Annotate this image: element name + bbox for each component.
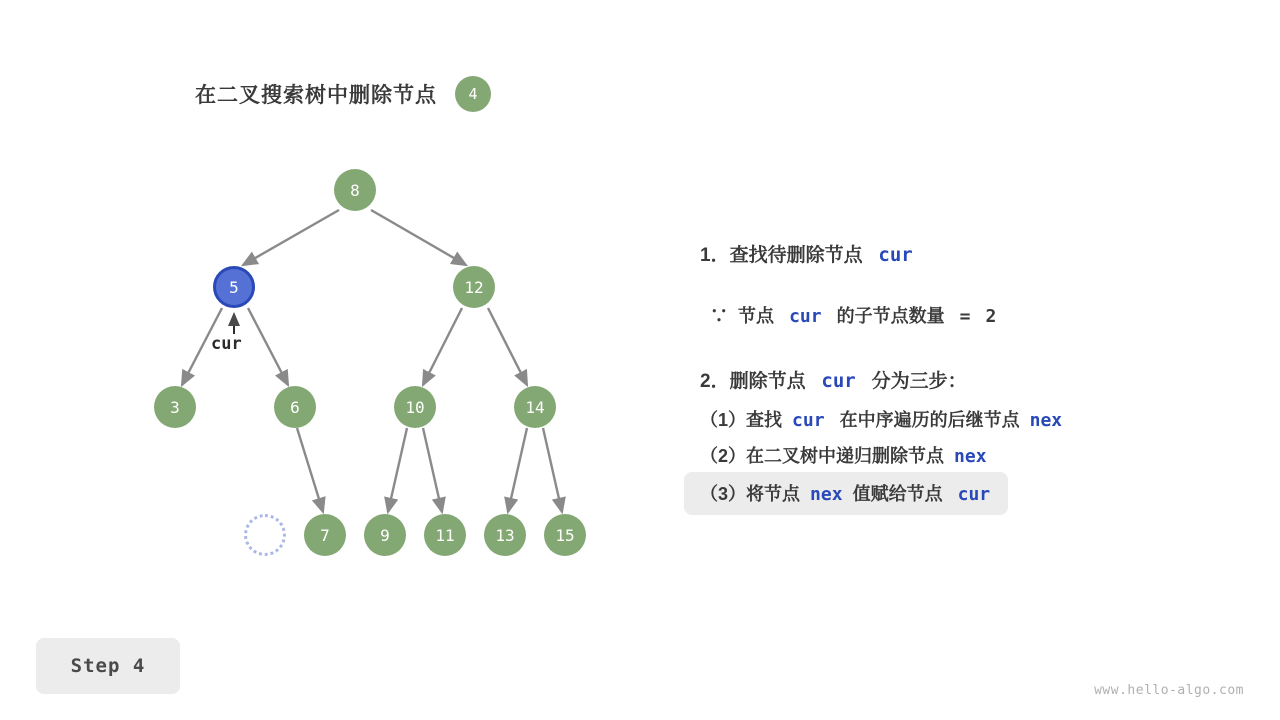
step2-line	[710, 302, 996, 328]
tree-node[interactable]: 11	[424, 514, 466, 556]
substep1-prefix: （1）查找	[700, 410, 783, 430]
page-title: 在二叉搜索树中删除节点	[195, 84, 437, 107]
step3-line	[700, 366, 967, 393]
step2-text-a: 节点	[738, 306, 775, 326]
substep-3-highlight	[684, 472, 1008, 515]
tree-node[interactable]: 7	[304, 514, 346, 556]
step2-equals: =	[959, 306, 971, 327]
tree-node[interactable]: 15	[544, 514, 586, 556]
step2-value: 2	[985, 306, 997, 327]
step1-prefix: 1．查找待删除节点	[700, 245, 863, 266]
because-symbol: ∵	[710, 306, 728, 326]
substep-3	[700, 480, 990, 506]
step2-text-b: 的子节点数量	[836, 306, 945, 326]
tree-node[interactable]: 13	[484, 514, 526, 556]
tree-node[interactable]: 6	[274, 386, 316, 428]
step1-line	[700, 240, 913, 267]
cur-pointer-label: cur	[211, 334, 242, 354]
substep3-prefix: （3）将节点	[700, 484, 801, 504]
tree-node[interactable]: 10	[394, 386, 436, 428]
substep3-code-nex: nex	[810, 484, 843, 505]
substep2-prefix: （2）在二叉树中递归删除节点	[700, 446, 945, 466]
substep-1	[700, 406, 1062, 432]
substep2-code-nex: nex	[954, 446, 987, 467]
substep-2	[700, 442, 987, 468]
tree-node[interactable]: 14	[514, 386, 556, 428]
step3-prefix: 2．删除节点	[700, 371, 806, 392]
substep1-code-cur: cur	[792, 410, 825, 431]
step3-suffix: 分为三步：	[871, 371, 967, 392]
step1-code: cur	[878, 244, 913, 266]
substep3-mid: 值赋给节点	[852, 484, 943, 504]
tree-node[interactable]: 8	[334, 169, 376, 211]
tree-node[interactable]: 3	[154, 386, 196, 428]
step-badge: 4	[455, 76, 491, 112]
step-indicator-label: Step 4	[70, 655, 146, 677]
substep1-code-nex: nex	[1029, 410, 1063, 431]
step-indicator	[36, 638, 180, 694]
empty-node-slot	[244, 514, 286, 556]
step3-code: cur	[821, 370, 856, 392]
tree-node[interactable]: 12	[453, 266, 495, 308]
footer-url: www.hello-algo.com	[1094, 683, 1244, 698]
substep1-mid: 在中序遍历的后继节点	[839, 410, 1020, 430]
tree-node-cur[interactable]: 5	[213, 266, 255, 308]
tree-node[interactable]: 9	[364, 514, 406, 556]
tree-edges	[0, 0, 660, 600]
step2-code: cur	[789, 306, 822, 327]
substep3-code-cur: cur	[957, 484, 991, 505]
